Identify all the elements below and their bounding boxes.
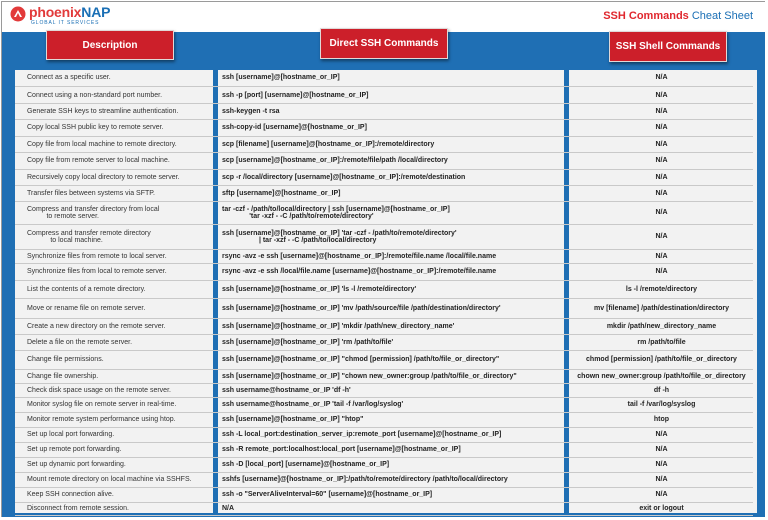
shell-command-cell: N/A <box>655 268 668 276</box>
shell-command-cell: N/A <box>655 157 668 165</box>
table-row <box>15 186 753 202</box>
shell-command-cell: rm /path/to/file <box>637 338 686 346</box>
direct-command-cell: ssh [username]@[hostname_or_IP] "chown new_owner:group /path/to/file_or_directory" <box>222 372 517 380</box>
shell-command-cell: N/A <box>655 74 668 82</box>
page-title <box>603 10 753 22</box>
description-cell: Change file ownership. <box>27 372 99 380</box>
description-cell: Set up local port forwarding. <box>27 431 115 439</box>
direct-command-cell: sshfs [username]@[hostname_or_IP]:/path/to/remote/directory /path/to/local/directory <box>222 476 508 484</box>
table-row <box>15 384 753 398</box>
description-cell: Compress and transfer directory from local to remote server. <box>27 205 160 220</box>
table-row <box>15 264 753 281</box>
shell-command-cell: N/A <box>655 173 668 181</box>
table-row <box>15 488 753 503</box>
shell-command-cell: N/A <box>655 491 668 499</box>
table-row <box>15 503 753 516</box>
direct-command-cell: ssh [username]@[hostname_or_IP] 'tar -czf - /path/to/remote/directory' | tar -xzf - -C /path/to/local/directory <box>222 229 457 244</box>
description-cell: Copy file from local machine to remote directory. <box>27 140 177 148</box>
phoenixnap-logo-icon <box>10 6 26 22</box>
table-row <box>15 120 753 137</box>
table-row <box>15 153 753 170</box>
table-row <box>15 104 753 120</box>
direct-command-cell: sftp [username]@[hostname_or_IP] <box>222 189 341 197</box>
shell-command-cell: N/A <box>655 189 668 197</box>
direct-command-cell: ssh username@hostname_or_IP 'tail -f /var/log/syslog' <box>222 401 404 409</box>
brand-name <box>29 4 110 20</box>
shell-command-cell: N/A <box>655 209 668 217</box>
shell-command-cell: N/A <box>655 124 668 132</box>
description-cell: Keep SSH connection alive. <box>27 491 114 499</box>
description-cell: Create a new directory on the remote server. <box>27 322 166 330</box>
shell-command-cell: chown new_owner:group /path/to/file_or_directory <box>577 372 746 380</box>
brand-tagline: GLOBAL IT SERVICES <box>31 20 100 26</box>
table-row <box>15 370 753 384</box>
title-part2: Cheat Sheet <box>691 10 753 22</box>
shell-command-cell: N/A <box>655 476 668 484</box>
table-row <box>15 398 753 413</box>
shell-command-cell: htop <box>653 416 670 424</box>
shell-command-cell: chmod [permission] /path/to/file_or_directory <box>586 356 737 364</box>
table-row <box>15 137 753 153</box>
description-cell: Recursively copy local directory to remote server. <box>27 173 180 181</box>
direct-command-cell: ssh [username]@[hostname_or_IP] "htop" <box>222 416 364 424</box>
table-row <box>15 170 753 186</box>
description-header: Description <box>46 30 174 60</box>
table-row <box>15 335 753 351</box>
table-row <box>15 202 753 225</box>
description-cell: Change file permissions. <box>27 356 104 364</box>
direct-commands-header: Direct SSH Commands <box>320 28 448 59</box>
direct-command-cell: ssh -p [port] [username]@[hostname_or_IP] <box>222 91 369 99</box>
description-cell: Synchronize files from remote to local server. <box>27 252 167 260</box>
shell-command-cell: N/A <box>655 91 668 99</box>
shell-command-cell: ls -l /remote/directory <box>625 285 698 293</box>
shell-command-cell: exit or logout <box>639 505 684 513</box>
table-row <box>15 300 753 319</box>
description-cell: Connect as a specific user. <box>27 74 111 82</box>
shell-command-cell: N/A <box>655 252 668 260</box>
table-row <box>15 443 753 458</box>
shell-command-cell: N/A <box>655 461 668 469</box>
brand-name-part2: NAP <box>81 4 111 20</box>
description-cell: Move or rename file on remote server. <box>27 305 146 313</box>
table-row <box>15 70 753 87</box>
shell-commands-header: SSH Shell Commands <box>609 31 727 62</box>
description-cell: Connect using a non-standard port number. <box>27 91 163 99</box>
direct-command-cell: ssh [username]@[hostname_or_IP] 'mkdir /path/new_directory_name' <box>222 322 455 330</box>
description-cell: Check disk space usage on the remote server. <box>27 386 171 394</box>
description-cell: List the contents of a remote directory. <box>27 285 146 293</box>
direct-command-cell: ssh -L local_port:destination_server_ip:remote_port [username]@[hostname_or_IP] <box>222 431 502 439</box>
description-cell: Set up remote port forwarding. <box>27 446 122 454</box>
description-cell: Synchronize files from local to remote server. <box>27 268 167 276</box>
table-row <box>15 473 753 488</box>
direct-command-cell: rsync -avz -e ssh /local/file.name [username]@[hostname_or_IP]:/remote/file.name <box>222 268 497 276</box>
direct-command-cell: ssh -o "ServerAliveInterval=60" [username]@[hostname_or_IP] <box>222 491 433 499</box>
description-cell: Compress and transfer remote directory to local machine. <box>27 229 151 244</box>
direct-command-cell: ssh-keygen -t rsa <box>222 107 280 115</box>
shell-command-cell: tail -f /var/log/syslog <box>627 401 696 409</box>
table-row <box>15 319 753 335</box>
description-cell: Disconnect from remote session. <box>27 505 129 513</box>
direct-command-cell: N/A <box>222 505 235 513</box>
shell-command-cell: N/A <box>655 107 668 115</box>
direct-command-cell: ssh [username]@[hostname_or_IP] <box>222 74 340 82</box>
description-cell: Delete a file on the remote server. <box>27 338 133 346</box>
table-row <box>15 428 753 443</box>
description-cell: Set up dynamic port forwarding. <box>27 461 126 469</box>
direct-command-cell: ssh [username]@[hostname_or_IP] 'rm /path/to/file' <box>222 338 394 346</box>
description-cell: Mount remote directory on local machine via SSHFS. <box>27 476 192 484</box>
table-row <box>15 225 753 250</box>
table-row <box>15 88 753 104</box>
direct-command-cell: ssh -R remote_port:localhost:local_port [username]@[hostname_or_IP] <box>222 446 461 454</box>
table-row <box>15 413 753 428</box>
shell-command-cell: N/A <box>655 446 668 454</box>
table-row <box>15 351 753 370</box>
table-row <box>15 281 753 299</box>
direct-command-cell: scp [filename] [username]@[hostname_or_IP]:/remote/directory <box>222 140 435 148</box>
description-cell: Copy file from remote server to local machine. <box>27 157 170 165</box>
direct-command-cell: ssh [username]@[hostname_or_IP] "chmod [permission] /path/to/file_or_directory" <box>222 356 500 364</box>
direct-command-cell: ssh username@hostname_or_IP 'df -h' <box>222 386 351 394</box>
direct-command-cell: scp -r /local/directory [username]@[hostname_or_IP]:/remote/destination <box>222 173 466 181</box>
shell-command-cell: N/A <box>655 140 668 148</box>
table-row <box>15 458 753 473</box>
description-cell: Generate SSH keys to streamline authentication. <box>27 107 179 115</box>
shell-command-cell: df -h <box>653 386 670 394</box>
description-cell: Transfer files between systems via SFTP. <box>27 189 155 197</box>
shell-command-cell: mv [filename] /path/destination/directory <box>594 305 729 313</box>
direct-command-cell: ssh -D [local_port] [username]@[hostname_or_IP] <box>222 461 390 469</box>
title-part1: SSH Commands <box>603 10 689 22</box>
table-row <box>15 250 753 264</box>
description-cell: Monitor remote system performance using htop. <box>27 416 176 424</box>
direct-command-cell: rsync -avz -e ssh [username]@[hostname_or_IP]:/remote/file.name /local/file.name <box>222 252 497 260</box>
direct-command-cell: ssh [username]@[hostname_or_IP] 'mv /path/source/file /path/destination/directory' <box>222 305 501 313</box>
description-cell: Copy local SSH public key to remote server. <box>27 124 164 132</box>
direct-command-cell: ssh-copy-id [username]@[hostname_or_IP] <box>222 124 367 132</box>
direct-command-cell: scp [username]@[hostname_or_IP]:/remote/file/path /local/directory <box>222 157 448 165</box>
shell-command-cell: N/A <box>655 233 668 241</box>
shell-command-cell: mkdir /path/new_directory_name <box>606 322 717 330</box>
direct-command-cell: tar -czf - /path/to/local/directory | ssh [username]@[hostname_or_IP] 'tar -xzf - -C /path/to/remote/directory' <box>222 205 450 220</box>
direct-command-cell: ssh [username]@[hostname_or_IP] 'ls -l /remote/directory' <box>222 285 417 293</box>
description-cell: Monitor syslog file on remote server in real-time. <box>27 401 177 409</box>
brand-name-part1: phoenix <box>29 4 82 20</box>
shell-command-cell: N/A <box>655 431 668 439</box>
